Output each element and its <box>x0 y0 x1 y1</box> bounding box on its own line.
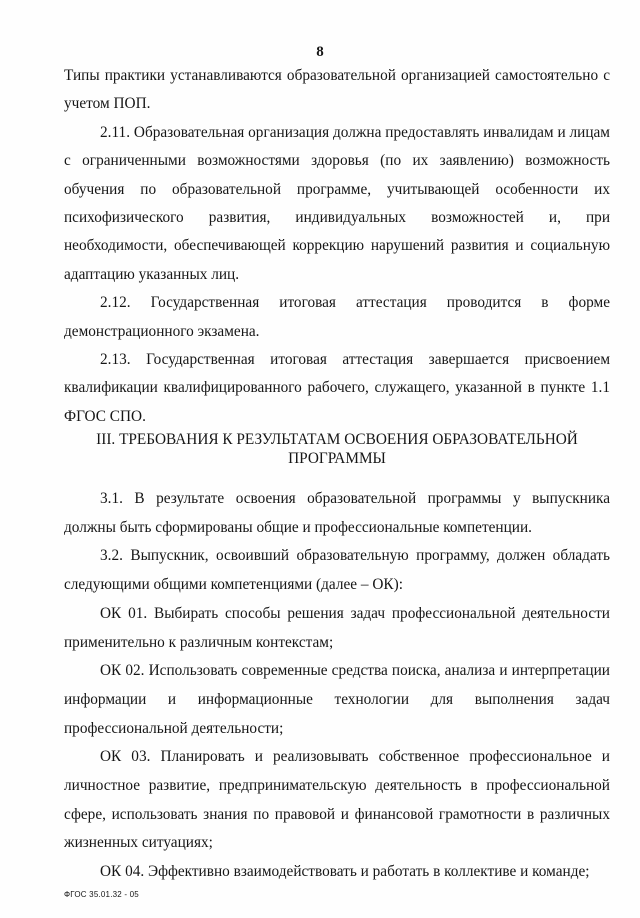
paragraph-3-1: 3.1. В результате освоения образовательной программы у выпускника должны быть сформированы общие и профессиональные компетенции. <box>64 490 610 536</box>
page-number: 8 <box>316 44 324 60</box>
paragraph-ok-03: ОК 03. Планировать и реализовывать собственное профессиональное и личностное развитие, предпринимательскую деятельность в профессиональной сфере, использовать знания по правовой и финансовой грамотности в различных жизненных ситуациях; <box>64 748 610 852</box>
section-heading <box>64 430 610 468</box>
paragraph-ok-01: ОК 01. Выбирать способы решения задач профессиональной деятельности применительно к различным контекстам; <box>64 604 610 651</box>
body-text-top <box>64 62 610 431</box>
paragraph-2-13: 2.13. Государственная итоговая аттестация завершается присвоением квалификации квалифицированного рабочего, служащего, указанной в пункте 1.1 ФГОС СПО. <box>64 351 610 425</box>
paragraph-ok-04: ОК 04. Эффективно взаимодействовать и работать в коллективе и команде; <box>100 863 590 881</box>
section-heading-line-2: ПРОГРАММЫ <box>288 450 386 467</box>
paragraph-3-2: 3.2. Выпускник, освоивший образовательную программу, должен обладать следующими общими компетенциями (далее – ОК): <box>64 547 610 594</box>
section-heading-line-1: III. ТРЕБОВАНИЯ К РЕЗУЛЬТАТАМ ОСВОЕНИЯ ОБРАЗОВАТЕЛЬНОЙ <box>96 431 578 448</box>
paragraph-2-12: 2.12. Государственная итоговая аттестация проводится в форме демонстрационного экзамена. <box>64 294 610 340</box>
footer-doc-code: ФГОС 35.01.32 - 05 <box>64 890 139 899</box>
paragraph-practice-types: Типы практики устанавливаются образовательной организацией самостоятельно с учетом ПОП. <box>64 67 610 113</box>
paragraph-ok-02: ОК 02. Использовать современные средства поиска, анализа и интерпретации информации и информационные технологии для выполнения задач профессиональной деятельности; <box>64 662 610 737</box>
paragraph-2-11: 2.11. Образовательная организация должна предоставлять инвалидам и лицам с ограниченными возможностями здоровья (по их заявлению) возможность обучения по образовательной программе, учитывающей особенности их психофизического развития, индивидуальных возможностей и, при необходимости, обеспечивающей коррекцию нарушений развития и социальную адаптацию указанных лиц. <box>64 123 610 283</box>
body-text-bottom <box>64 485 610 887</box>
